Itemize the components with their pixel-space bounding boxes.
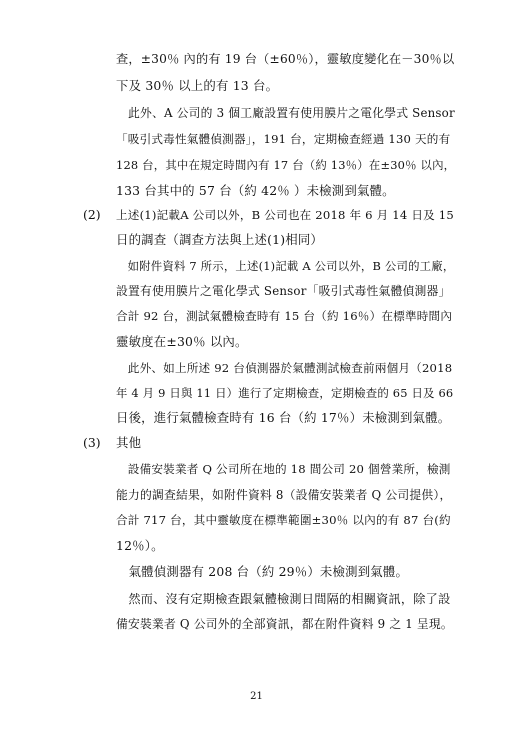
paragraph-4-line-3: 日後，進行氣體檢查時有 16 台（約 17％）未檢測到氣體。 [116,410,451,425]
paragraph-2-line-4: 133 台其中的 57 台（約 42％ ）未檢測到氣體。 [116,183,395,198]
paragraph-4-line-2: 年 4 月 9 日與 11 日）進行了定期檢查，定期檢查的 65 日及 66 [116,386,454,400]
paragraph-3-line-3: 合計 92 台，測試氣體檢查時有 15 台（約 16％）在標準時間內 [116,309,453,323]
paragraph-1-line-1: 查，±30％ 內的有 19 台（±60％），靈敏度變化在－30％以 [116,52,455,66]
paragraph-3-line-4: 靈敏度在±30％ 以內。 [116,334,248,349]
paragraph-5-line-3: 合計 717 台，其中靈敏度在標準範圍±30％ 以內的有 87 台(約 [116,513,451,527]
paragraph-2-line-1: 此外、A 公司的 3 個工廠設置有使用膜片之電化學式 Sensor [116,106,455,120]
paragraph-2-line-3: 128 台，其中在規定時間內有 17 台（約 13％）在±30％ 以內， [116,158,456,172]
paragraph-2-line-2: 「吸引式毒性氣體偵測器」，191 台，定期檢查經過 130 天的有 [116,132,451,146]
paragraph-5-line-2: 能力的調查結果，如附件資料 8（設備安裝業者 Q 公司提供）， [116,488,452,502]
paragraph-4-line-1: 此外、如上所述 92 台偵測器於氣體測試檢查前兩個月（2018 [116,361,453,375]
paragraph-6-line-1: 氣體偵測器有 208 台（約 29％）未檢測到氣體。 [116,564,409,579]
item-2-marker: (2) [83,207,101,222]
paragraph-5-line-4: 12％）。 [116,538,164,553]
item-2-line-2: 日的調查（調查方法與上述(1)相同） [116,232,324,247]
paragraph-1-line-2: 下及 30％ 以上的有 13 台。 [116,78,279,93]
page-number: 21 [250,691,263,702]
item-3-marker: (3) [83,435,101,450]
item-2-line-1: 上述(1)記載A 公司以外，B 公司也在 2018 年 6 月 14 日及 15 [116,208,454,222]
paragraph-7-line-2: 備安裝業者 Q 公司外的全部資訊，都在附件資料 9 之 1 呈現。 [116,617,453,631]
item-3-heading: 其他 [116,435,142,450]
paragraph-5-line-1: 設備安裝業者 Q 公司所在地的 18 間公司 20 個營業所，檢測 [116,462,451,476]
paragraph-3-line-2: 設置有使用膜片之電化學式 Sensor「吸引式毒性氣體偵測器」 [116,284,451,298]
paragraph-3-line-1: 如附件資料 7 所示，上述(1)記載 A 公司以外，B 公司的工廠， [116,259,455,273]
paragraph-7-line-1: 然而、沒有定期檢查跟氣體檢測日間隔的相關資訊，除了設 [116,592,451,606]
